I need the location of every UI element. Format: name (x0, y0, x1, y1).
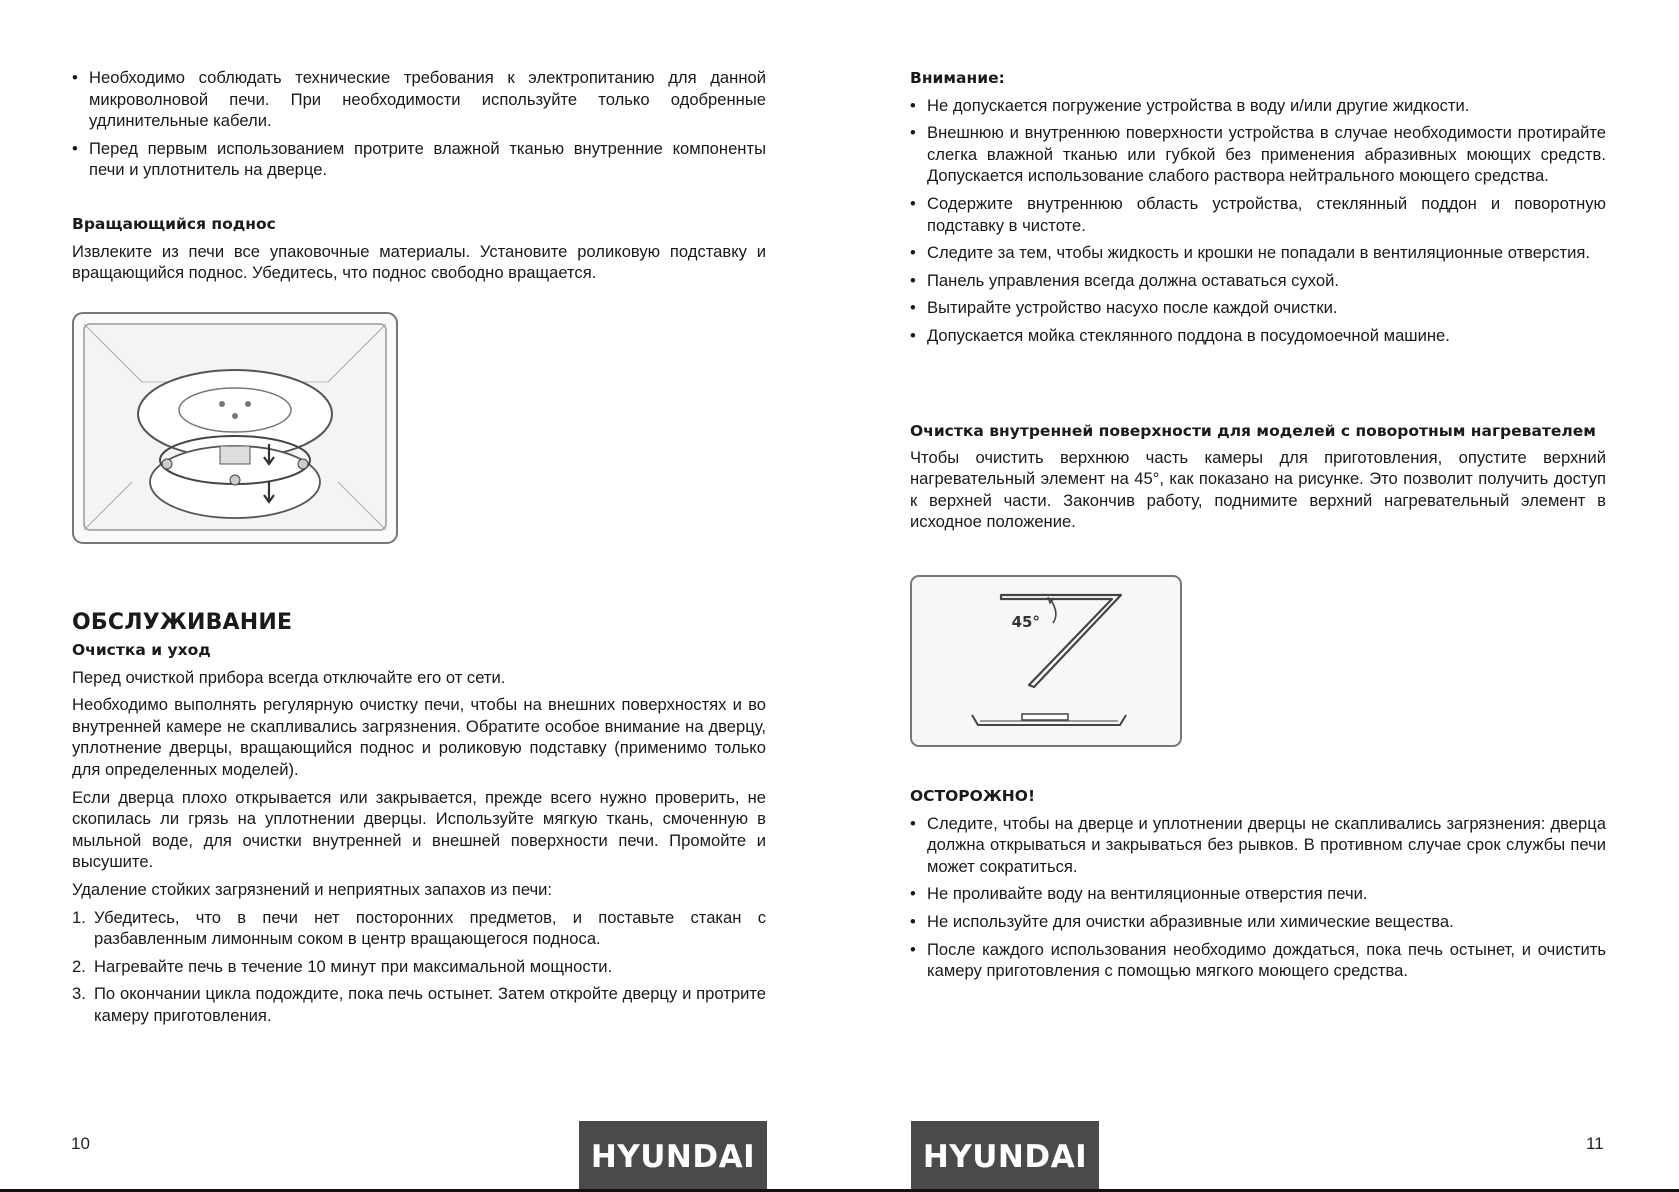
right-page (910, 0, 1606, 1192)
bullet-mark: • (910, 325, 916, 345)
heater-text: Чтобы очистить верхнюю часть камеры для приготовления, опустите верхний нагревательный элемент на 45°, как показано на рисунке. Это позволит получить доступ к верхней части. Закончив работу, поднимите верхний нагревательный элемент в исходное положение. (910, 447, 1606, 532)
care-paragraph: Перед очисткой прибора всегда отключайте его от сети. (72, 667, 506, 687)
page-number-left: 10 (71, 1134, 90, 1153)
attention-bullet-list (910, 95, 1606, 347)
caution-bullet-list (910, 813, 1606, 982)
turntable-heading: Вращающийся поднос (72, 215, 276, 233)
bullet-mark: • (910, 243, 916, 263)
bullet-mark: • (72, 138, 78, 158)
list-item: • Не проливайте воду на вентиляционные отверстия печи. (910, 884, 1368, 904)
care-paragraph: Необходимо выполнять регулярную очистку печи, чтобы на внешних поверхностях и во внутренней камере не скапливались загрязнения. Обратите особое внимание на дверцу, уплотнение дверцы, вращающийся поднос и роликовую подставку (применимо только для определенных моделей). (72, 695, 766, 779)
caution-heading: ОСТОРОЖНО! (910, 787, 1036, 805)
bullet-mark: • (910, 884, 916, 904)
list-item: • После каждого использования необходимо дождаться, пока печь остынет, и очистить камеру приготовления с помощью мягкого моющего средства. (910, 939, 1606, 981)
hyundai-logo-left: HYUNDAI (579, 1121, 767, 1192)
bullet-mark: • (910, 123, 916, 143)
heater-angle-illustration (910, 575, 1184, 749)
bullet-mark: • (910, 813, 916, 833)
list-item: • Содержите внутреннюю область устройства, стеклянный поддон и поворотную подставку в чистоте. (910, 193, 1606, 235)
bullet-mark: • (910, 95, 916, 115)
list-item: • Не используйте для очистки абразивные или химические вещества. (910, 911, 1454, 931)
bullet-mark: • (72, 68, 78, 87)
bullet-mark: • (910, 270, 916, 290)
care-paragraph: Если дверца плохо открывается или закрывается, прежде всего нужно проверить, не скопилась ли грязь на уплотнении дверцы. Используйте мягкую ткань, смоченную в мыльной воде, для очистки внутренней и внешней поверхности печи. Промойте и высушите. (72, 787, 766, 872)
left-page (72, 0, 766, 1192)
care-heading: Очистка и уход (72, 641, 211, 659)
heater-heading: Очистка внутренней поверхности для моделей с поворотным нагревателем (910, 422, 1596, 440)
section-title: ОБСЛУЖИВАНИЕ (72, 610, 293, 635)
list-item: 2. Нагревайте печь в течение 10 минут при максимальной мощности. (72, 956, 613, 976)
bullet-mark: • (910, 911, 916, 931)
list-item: • Панель управления всегда должна оставаться сухой. (910, 270, 1339, 290)
turntable-text: Извлеките из печи все упаковочные материалы. Установите роликовую подставку и вращающийся поднос. Убедитесь, что поднос свободно вращается. (72, 241, 766, 283)
angle-label: 45° (1011, 613, 1040, 631)
bullet-mark: • (910, 298, 916, 318)
cleaning-steps-list (72, 907, 766, 1027)
list-item: • Следите, чтобы на дверце и уплотнении дверцы не скапливались загрязнения: дверца должна открываться и закрываться без рывков. В противном случае срок службы печи может сократиться. (910, 813, 1606, 876)
attention-heading: Внимание: (910, 69, 1005, 87)
page-number-right: 11 (1586, 1134, 1604, 1153)
hyundai-logo-right: HYUNDAI (911, 1121, 1099, 1192)
list-item: 3. По окончании цикла подождите, пока печь остынет. Затем откройте дверцу и протрите камеру приготовления. (72, 984, 766, 1025)
intro-bullet-list (72, 67, 766, 181)
care-paragraph: Удаление стойких загрязнений и неприятных запахов из печи: (72, 879, 553, 899)
bullet-mark: • (910, 939, 916, 959)
list-item: • Допускается мойка стеклянного поддона в посудомоечной машине. (910, 325, 1450, 345)
list-item: • Не допускается погружение устройства в воду и/или другие жидкости. (910, 95, 1470, 115)
turntable-illustration (72, 312, 400, 564)
list-item: • Внешнюю и внутреннюю поверхности устройства в случае необходимости протирайте слегка влажной тканью или губкой без применения абразивных моющих средств. Допускается использование слабого раствора нейтрального моющего средства. (910, 123, 1606, 186)
list-item: 1. Убедитесь, что в печи нет посторонних предметов, и поставьте стакан с разбавленным лимонным соком в центр вращающегося подноса. (72, 907, 766, 949)
list-item: • Необходимо соблюдать технические требования к электропитанию для данной микроволновой печи. При необходимости используйте только одобренные удлинительные кабели. (72, 68, 766, 131)
bullet-mark: • (910, 193, 916, 213)
list-item: • Перед первым использованием протрите влажной тканью внутренние компоненты печи и уплотнитель на дверце. (72, 138, 766, 180)
list-item: • Вытирайте устройство насухо после каждой очистки. (910, 298, 1338, 318)
list-item: • Следите за тем, чтобы жидкость и крошки не попадали в вентиляционные отверстия. (910, 243, 1591, 263)
